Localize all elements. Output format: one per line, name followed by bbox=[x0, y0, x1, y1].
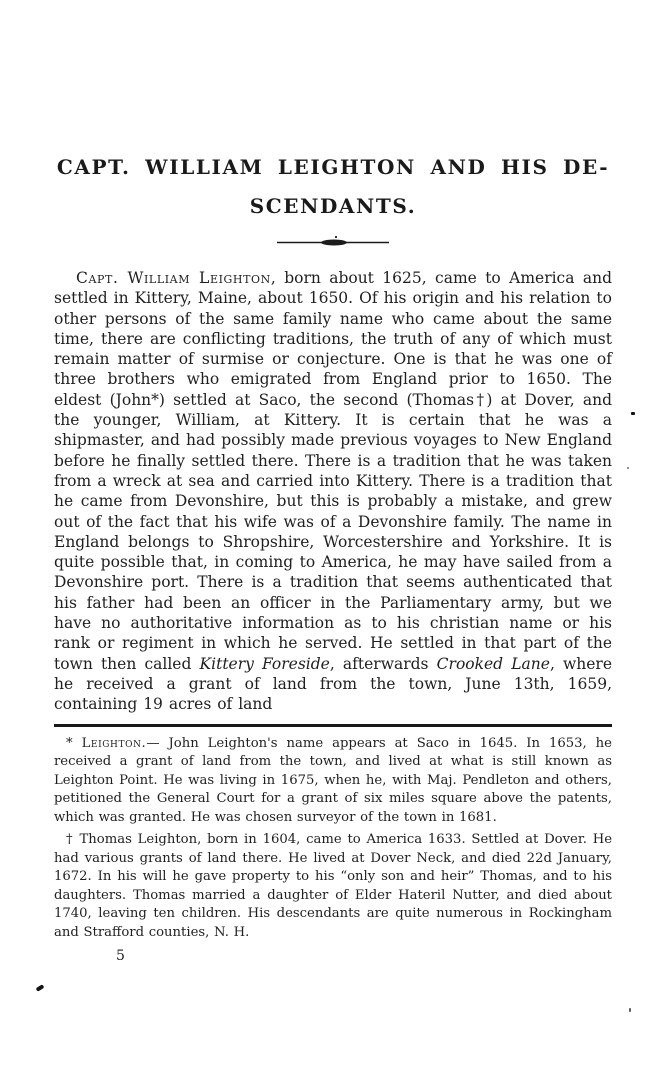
ornamental-rule-icon bbox=[273, 235, 393, 247]
paragraph-segment-2: , afterwards bbox=[329, 654, 437, 673]
opening-name-smallcaps: Capt. William Leighton bbox=[76, 269, 271, 287]
ink-speck bbox=[629, 1008, 631, 1012]
paragraph-segment-1: , born about 1625, came to America and settled in Kittery, Maine, about 1650. Of his origin and his relation to other persons of the same family name who came about the same time, there are conflicting traditions, the truth of any of which must remain matter of surmise or conjecture. One is that he was one of three brothers who emigrated from England prior to 1650. The eldest (John*) settled at Saco, the second (Thomas†) at Dover, and the younger, William, at Kittery. It is certain that he was a shipmaster, and had possibly made previous voyages to New England before he finally settled there. There is a tradition that he was taken from a wreck at sea and carried into Kittery. There is a tradition that he came from Devonshire, but this is probably a mistake, and grew out of the fact that his wife was of a Devonshire family. The name in England belongs to Shropshire, Worcestershire and Yorkshire. It is quite possible that, in coming to America, he may have sailed from a Devonshire port. There is a tradition that seems authenticated that his father had been an officer in the Parliamentary army, but we have no authoritative information as to his christian name or his rank or regiment in which he served. He settled in that part of the town then called bbox=[54, 269, 612, 673]
footnote-thomas-leighton bbox=[54, 831, 612, 942]
footnote-john-leighton bbox=[54, 735, 612, 828]
footnote-asterisk-marker: * bbox=[66, 735, 73, 751]
ink-speck bbox=[631, 412, 635, 415]
ink-speck bbox=[627, 467, 629, 469]
footnote-separator-rule bbox=[54, 724, 612, 727]
main-paragraph bbox=[54, 268, 612, 715]
footnote-thomas-text: Thomas Leighton, born in 1604, came to America 1633. Settled at Dover. He had various grants of land there. He lived at Dover Neck, and died 22d January, 1672. In his will he gave property to his “only son and heir” Thomas, and to his daughters. Thomas married a daughter of Elder Hateril Nutter, and died about 1740, leaving ten children. His descendants are quite numerous in Rockingham and Strafford counties, N. H. bbox=[54, 832, 612, 940]
footnote-dagger-marker: † bbox=[66, 832, 74, 848]
place-name-italic-kittery-foreside: Kittery Foreside bbox=[199, 654, 330, 673]
ink-speck bbox=[36, 984, 45, 992]
page-title-line-2: SCENDANTS. bbox=[249, 194, 417, 218]
paragraph-segment-3: , where he received a grant of land from the town, June 13th, 1659, containing 19 acres of land bbox=[54, 654, 613, 714]
page-content bbox=[54, 148, 612, 964]
page-title bbox=[54, 148, 612, 226]
footnote-john-text: — John Leighton's name appears at Saco in 1645. In 1653, he received a grant of land from the town, and lived at what is still known as Leighton Point. He was living in 1675, when he, with Maj. Pendleton and others, petitioned the General Court for a grant of six miles square above the patents, which was granted. He was chosen surveyor of the town in 1681. bbox=[54, 735, 612, 825]
page-title-line-1: CAPT. WILLIAM LEIGHTON AND HIS DE- bbox=[56, 155, 610, 179]
footnote-name-smallcaps: Leighton. bbox=[81, 735, 147, 751]
ornamental-divider bbox=[273, 235, 393, 247]
place-name-italic-crooked-lane: Crooked Lane bbox=[436, 654, 550, 673]
page-number: 5 bbox=[116, 948, 125, 965]
